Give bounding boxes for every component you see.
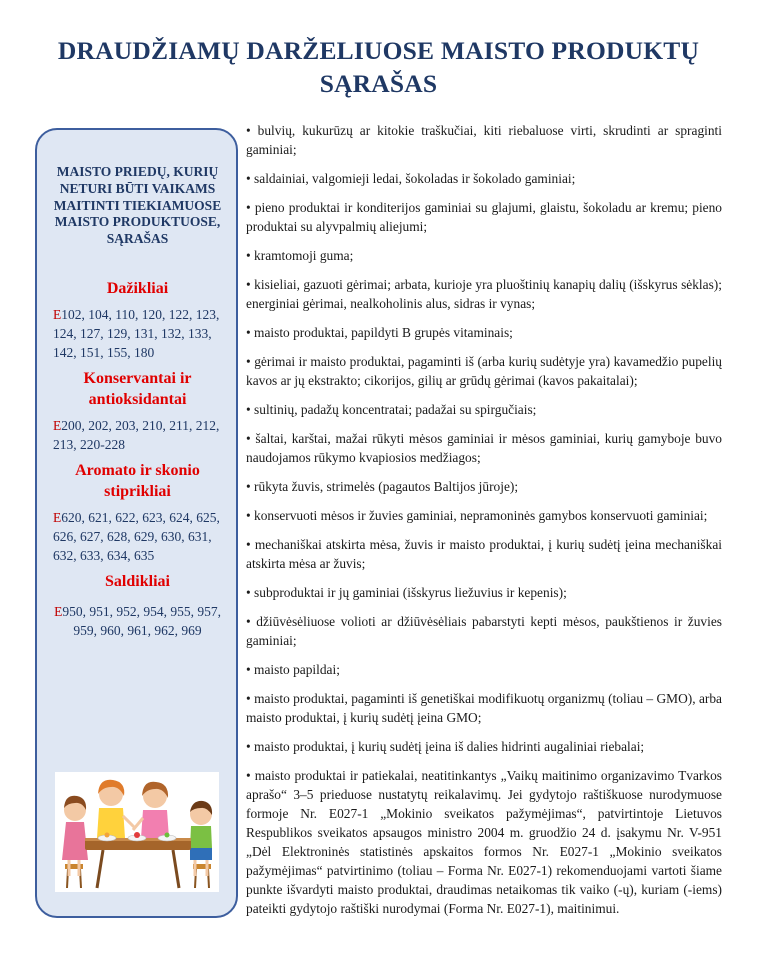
- category-colorants: [53, 278, 222, 362]
- food-additives-sidebar: [35, 128, 238, 918]
- list-item: • subproduktai ir jų gaminiai (išskyrus liežuvius ir kepenis);: [246, 585, 567, 600]
- category-codes: [53, 508, 222, 565]
- category-title: Aromato ir skonio stiprikliai: [75, 461, 200, 500]
- list-item: • konservuoti mėsos ir žuvies gaminiai, nepramoninės gamybos konservuoti gaminiai;: [246, 508, 708, 523]
- codes-list: 950, 951, 952, 954, 955, 957, 959, 960, 961, 962, 969: [62, 603, 221, 638]
- list-item: • kisieliai, gazuoti gėrimai; arbata, kurioje yra pluoštinių kanapių dalių (išskyrus sėklas); energiniai gėrimai, nealkoholinis alus, sidras ir vynas;: [246, 277, 722, 311]
- e-prefix: E: [53, 417, 62, 433]
- list-item: • pieno produktai ir konditerijos gaminiai su glajumi, glaistu, šokoladu ar kremu; pieno produktai su alyvpalmių aliejumi;: [246, 200, 722, 234]
- codes-list: 102, 104, 110, 120, 122, 123, 124, 127, 129, 131, 132, 133, 142, 151, 155, 180: [53, 306, 220, 360]
- e-prefix: E: [54, 603, 63, 619]
- list-item: • maisto produktai, pagaminti iš genetiškai modifikuotų organizmų (toliau – GMO), arba maisto produktai, į kurių sudėtį įeina GMO;: [246, 691, 722, 725]
- list-item: • šaltai, karštai, mažai rūkyti mėsos gaminiai ir mėsos gaminiai, kurių gamyboje buvo naudojamos rūkymo kvapiosios medžiagos;: [246, 431, 722, 465]
- category-sweeteners: [53, 571, 222, 640]
- page-title: DRAUDŽIAMŲ DARŽELIUOSE MAISTO PRODUKTŲ SĄRAŠAS: [57, 36, 700, 98]
- category-flavour-enhancers: [53, 460, 222, 565]
- children-eating-illustration: [55, 772, 219, 892]
- list-item: • bulvių, kukurūzų ar kitokie traškučiai, kiti riebaluose virti, skrudinti ar spraginti gaminiai;: [246, 123, 722, 157]
- list-item: • saldainiai, valgomieji ledai, šokoladas ir šokolado gaminiai;: [246, 171, 576, 186]
- category-title: Saldikliai: [105, 572, 170, 590]
- e-prefix: E: [53, 509, 62, 525]
- list-item: • sultinių, padažų koncentratai; padažai su spirgučiais;: [246, 402, 537, 417]
- list-item: • maisto papildai;: [246, 662, 340, 677]
- codes-list: 200, 202, 203, 210, 211, 212, 213, 220-228: [53, 417, 220, 452]
- codes-list: 620, 621, 622, 623, 624, 625, 626, 627, 628, 629, 630, 631, 632, 633, 634, 635: [53, 509, 220, 563]
- category-codes: [53, 416, 222, 454]
- category-title: Dažikliai: [106, 279, 169, 297]
- list-item: • maisto produktai ir patiekalai, neatitinkantys „Vaikų maitinimo organizavimo Tvarkos aprašo“ 3–5 prieduose nustatytų reikalavimų. Jei gydytojo raštiškuose nurodymuose formoje Nr. E027-1 „Mokinio sveikatos pažymėjimas“, patvirtintoje Lietuvos Respublikos sveikatos apsaugos ministro 2004 m. gruodžio 24 d. įsakymu Nr. V-951 „Dėl Elektroninės statistinės apskaitos formos Nr. E027-1 „Mokinio sveikatos pažymėjimas“ patvirtinimo (toliau – Forma Nr. E027-1) rekomenduojami vartoti šiame punkte išvardyti maisto produktai, draudimas netaikomas tik vaiko (-ų), kuriam (-iems) pateikti gydytojo raštiški nurodymai (Forma Nr. E027-1), maitinimui.: [246, 768, 722, 916]
- list-item: • maisto produktai, papildyti B grupės vitaminais;: [246, 325, 513, 340]
- list-item: • rūkyta žuvis, strimelės (pagautos Baltijos jūroje);: [246, 479, 519, 494]
- list-item: • mechaniškai atskirta mėsa, žuvis ir maisto produktai, į kurių sudėtį įeina mechaniškai atskirta mėsa ar žuvis;: [246, 537, 722, 571]
- list-item: • kramtomoji guma;: [246, 248, 354, 263]
- list-item: • džiūvėsėliuose volioti ar džiūvėsėliais pabarstyti kepti mėsos, paukštienos ir žuvies gaminiai;: [246, 614, 722, 648]
- category-preservatives: [53, 368, 222, 454]
- list-item: • maisto produktai, į kurių sudėtį įeina iš dalies hidrinti augaliniai riebalai;: [246, 739, 645, 754]
- category-codes: [53, 305, 222, 362]
- sidebar-heading: MAISTO PRIEDŲ, KURIŲ NETURI BŪTI VAIKAMS MAITINTI TIEKIAMUOSE MAISTO PRODUKTUOSE, SĄRAŠAS: [53, 164, 222, 247]
- e-prefix: E: [53, 306, 62, 322]
- prohibited-foods-list: [246, 121, 722, 918]
- category-title: Konservantai ir antioksidantai: [83, 369, 192, 408]
- list-item: • gėrimai ir maisto produktai, pagaminti iš (arba kurių sudėtyje yra) kavamedžio pupelių kavos ar jų ekstrakto; cikorijos, gilių ar grūdų gėrimai (kavos pakaitalai);: [246, 354, 722, 388]
- category-codes: [53, 602, 222, 640]
